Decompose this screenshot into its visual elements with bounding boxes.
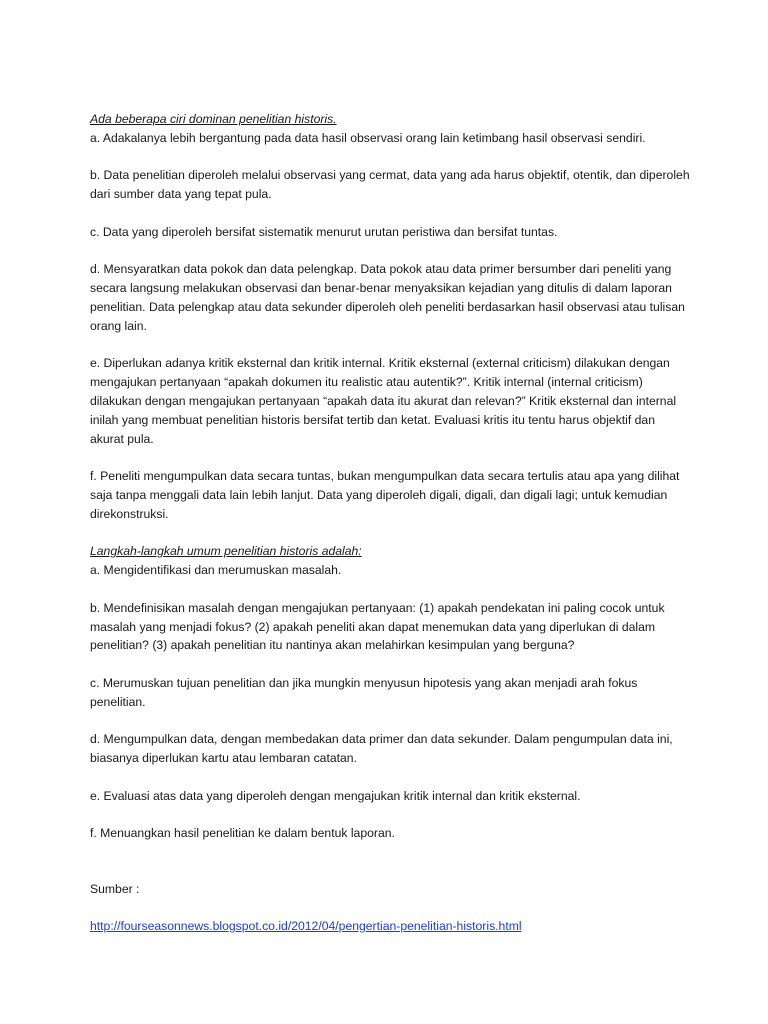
- document-page: [90, 110, 690, 936]
- step-item-b: b. Mendefinisikan masalah dengan mengajukan pertanyaan: (1) apakah pendekatan ini paling cocok untuk masalah yang menjadi fokus? (2) apakah peneliti akan dapat menemukan data yang diperlukan di dalam penelitian? (3) apakah penelitian itu nantinya akan melahirkan kesimpulan yang berguna?: [90, 600, 665, 653]
- section-heading-characteristics: Ada beberapa ciri dominan penelitian historis.: [90, 112, 337, 126]
- source-link[interactable]: http://fourseasonnews.blogspot.co.id/2012/04/pengertian-penelitian-historis.html: [90, 918, 522, 933]
- characteristic-item-c: c. Data yang diperoleh bersifat sistematik menurut urutan peristiwa dan bersifat tuntas.: [90, 224, 558, 239]
- step-item-c: c. Merumuskan tujuan penelitian dan jika mungkin menyusun hipotesis yang akan menjadi arah fokus penelitian.: [90, 675, 638, 709]
- characteristic-item-f: f. Peneliti mengumpulkan data secara tuntas, bukan mengumpulkan data secara tertulis atau apa yang dilihat saja tanpa menggali data lain lebih lanjut. Data yang diperoleh digali, digali, dan digali lagi; untuk kemudian direkonstruksi.: [90, 469, 680, 521]
- source-label: Sumber :: [90, 882, 140, 897]
- characteristic-item-a: a. Adakalanya lebih bergantung pada data hasil observasi orang lain ketimbang hasil observasi sendiri.: [90, 130, 646, 145]
- section-heading-steps: Langkah-langkah umum penelitian historis adalah:: [90, 544, 362, 559]
- characteristic-item-d: d. Mensyaratkan data pokok dan data pelengkap. Data pokok atau data primer bersumber dari peneliti yang secara langsung melakukan observasi dan benar-benar menyaksikan kejadian yang ditulis di dalam laporan penelitian. Data pelengkap atau data sekunder diperoleh oleh peneliti berdasarkan hasil observasi atau tulisan orang lain.: [90, 262, 685, 333]
- step-item-f: f. Menuangkan hasil penelitian ke dalam bentuk laporan.: [90, 826, 395, 841]
- step-item-e: e. Evaluasi atas data yang diperoleh dengan mengajukan kritik internal dan kritik eksternal.: [90, 788, 581, 803]
- step-item-d: d. Mengumpulkan data, dengan membedakan data primer dan data sekunder. Dalam pengumpulan data ini, biasanya diperlukan kartu atau lembaran catatan.: [90, 732, 673, 766]
- characteristic-item-b: b. Data penelitian diperoleh melalui observasi yang cermat, data yang ada harus objektif, otentik, dan diperoleh dari sumber data yang tepat pula.: [90, 168, 690, 202]
- step-item-a: a. Mengidentifikasi dan merumuskan masalah.: [90, 563, 342, 578]
- characteristic-item-e: e. Diperlukan adanya kritik eksternal dan kritik internal. Kritik eksternal (external criticism) dilakukan dengan mengajukan pertanyaan “apakah dokumen itu realistic atau autentik?”. Kritik internal (internal criticism) dilakukan dengan mengajukan pertanyaan “apakah data itu akurat dan relevan?” Kritik eksternal dan internal inilah yang membuat penelitian historis bersifat tertib dan ketat. Evaluasi kritis itu tentu harus objektif dan akurat pula.: [90, 356, 677, 446]
